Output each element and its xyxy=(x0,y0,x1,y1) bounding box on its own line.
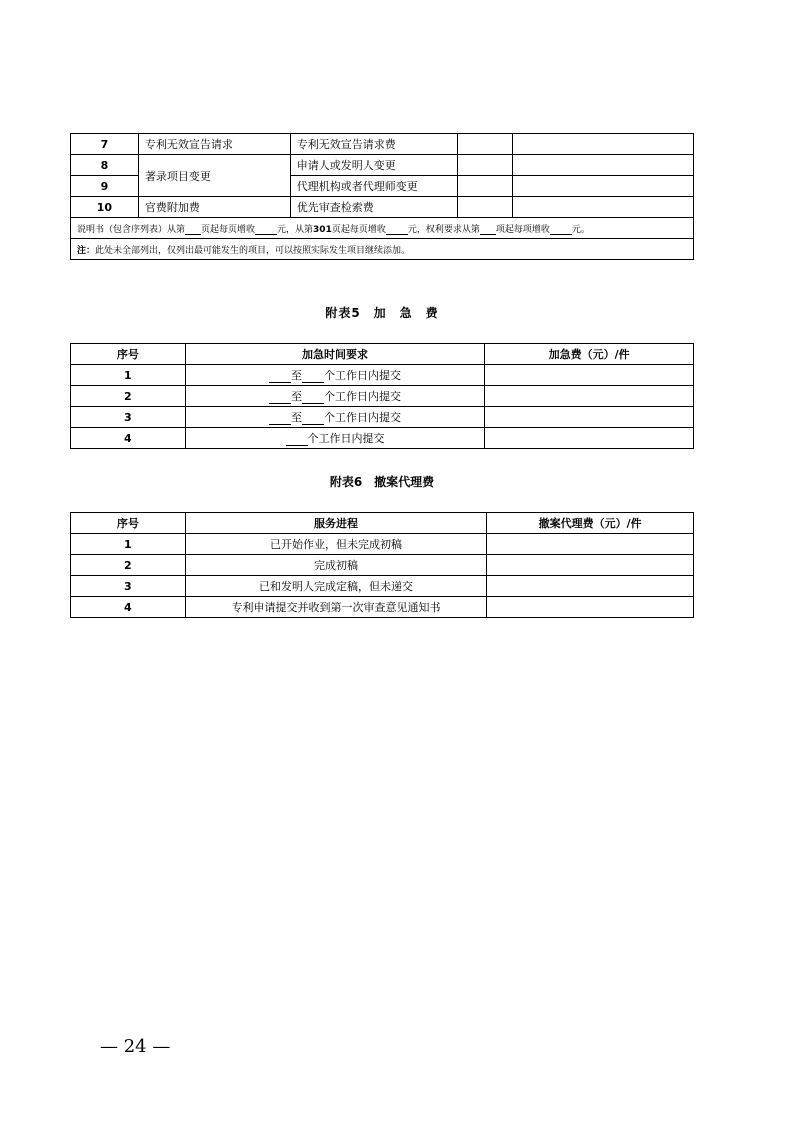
blank-line xyxy=(386,224,408,235)
empty-cell xyxy=(457,134,513,155)
table-row xyxy=(71,555,694,576)
empty-cell xyxy=(487,555,694,576)
appendix6-table xyxy=(70,512,694,618)
table-row xyxy=(71,134,694,155)
blank-line xyxy=(255,224,277,235)
blank-line xyxy=(185,224,201,235)
fee-name: 优先审查检索费 xyxy=(290,197,457,218)
column-header: 加急费（元）/件 xyxy=(485,344,694,365)
empty-cell xyxy=(457,176,513,197)
row-number: 2 xyxy=(71,555,186,576)
table-row xyxy=(71,386,694,407)
empty-cell xyxy=(485,407,694,428)
time-requirement: 至 个工作日内提交 xyxy=(185,407,485,428)
empty-cell xyxy=(485,428,694,449)
blank-line xyxy=(269,393,291,404)
time-requirement: 个工作日内提交 xyxy=(185,428,485,449)
footnote-text: 此处未全部列出，仅列出最可能发生的项目，可以按照实际发生项目继续添加。 xyxy=(95,245,411,256)
column-header: 撤案代理费（元）/件 xyxy=(487,513,694,534)
appendix5-table xyxy=(70,343,694,449)
row-number: 3 xyxy=(71,576,186,597)
blank-line xyxy=(480,224,496,235)
blank-line xyxy=(550,224,572,235)
blank-line xyxy=(269,372,291,383)
empty-cell xyxy=(513,134,694,155)
row-number: 4 xyxy=(71,428,186,449)
table-row xyxy=(71,155,694,176)
fee-item: 专利无效宣告请求 xyxy=(138,134,290,155)
row-number: 7 xyxy=(71,134,139,155)
fee-name: 申请人或发明人变更 xyxy=(290,155,457,176)
row-number: 1 xyxy=(71,365,186,386)
column-header: 服务进程 xyxy=(185,513,487,534)
row-number: 4 xyxy=(71,597,186,618)
table-row xyxy=(71,218,694,239)
row-number: 9 xyxy=(71,176,139,197)
fee-name: 代理机构或者代理师变更 xyxy=(290,176,457,197)
table-row xyxy=(71,534,694,555)
table-row xyxy=(71,239,694,260)
blank-line xyxy=(302,414,324,425)
empty-cell xyxy=(487,576,694,597)
row-number: 8 xyxy=(71,155,139,176)
empty-cell xyxy=(485,365,694,386)
appendix5-title: 附表5 加 急 费 xyxy=(325,306,439,320)
table-row xyxy=(71,197,694,218)
footnote xyxy=(71,239,694,260)
appendix6-title: 附表6 撤案代理费 xyxy=(329,475,435,489)
row-number: 2 xyxy=(71,386,186,407)
row-number: 1 xyxy=(71,534,186,555)
column-header: 序号 xyxy=(71,513,186,534)
column-header: 序号 xyxy=(71,344,186,365)
table-row xyxy=(71,365,694,386)
table-row xyxy=(71,407,694,428)
column-header: 加急时间要求 xyxy=(185,344,485,365)
time-requirement: 至 个工作日内提交 xyxy=(185,386,485,407)
empty-cell xyxy=(513,155,694,176)
description-note: 说明书（包含序列表）从第 页起每页增收 元，从第301页起每页增收 元，权利要求从第 项起每项增收 元。 xyxy=(71,218,694,239)
empty-cell xyxy=(485,386,694,407)
empty-cell xyxy=(457,155,513,176)
table-header-row xyxy=(71,344,694,365)
blank-line xyxy=(286,435,308,446)
table-header-row xyxy=(71,513,694,534)
fee-table-continued xyxy=(70,133,694,260)
table-row xyxy=(71,428,694,449)
page-number: — 24 — xyxy=(100,1036,171,1057)
service-stage: 完成初稿 xyxy=(185,555,487,576)
fee-item: 著录项目变更 xyxy=(138,155,290,197)
footnote-label: 注： xyxy=(77,245,96,256)
fee-item: 官费附加费 xyxy=(138,197,290,218)
service-stage: 已开始作业，但未完成初稿 xyxy=(185,534,487,555)
empty-cell xyxy=(487,534,694,555)
empty-cell xyxy=(513,197,694,218)
empty-cell xyxy=(513,176,694,197)
time-requirement: 至 个工作日内提交 xyxy=(185,365,485,386)
empty-cell xyxy=(487,597,694,618)
empty-cell xyxy=(457,197,513,218)
table-row xyxy=(71,576,694,597)
row-number: 10 xyxy=(71,197,139,218)
row-number: 3 xyxy=(71,407,186,428)
blank-line xyxy=(302,393,324,404)
blank-line xyxy=(302,372,324,383)
service-stage: 已和发明人完成定稿，但未递交 xyxy=(185,576,487,597)
table-row xyxy=(71,597,694,618)
fee-name: 专利无效宣告请求费 xyxy=(290,134,457,155)
blank-line xyxy=(269,414,291,425)
service-stage: 专利申请提交并收到第一次审查意见通知书 xyxy=(185,597,487,618)
